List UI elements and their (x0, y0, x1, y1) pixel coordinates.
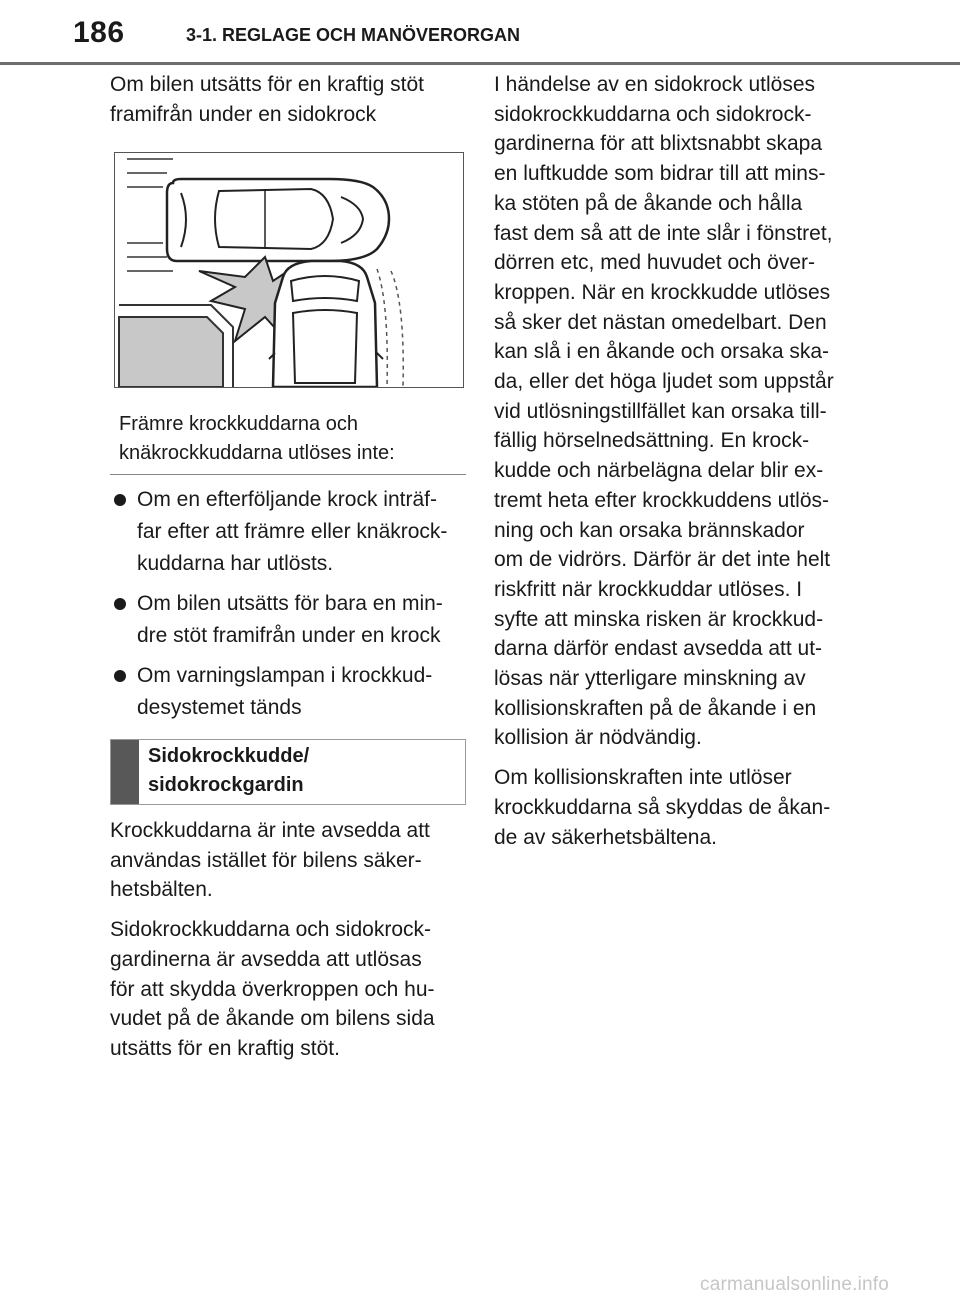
paragraph-line: I händelse av en sidokrock utlöses (494, 73, 816, 96)
intro-line: framifrån under en sidokrock (110, 102, 377, 126)
paragraph-line: gardinerna för att blixtsnabbt skapa (494, 132, 823, 156)
right-column (494, 70, 850, 852)
paragraph-line: kudde och närbelägna delar blir ex- (494, 459, 824, 483)
paragraph-line: kroppen. När en krockkudde utlöses (494, 280, 831, 304)
side-collision-illustration (114, 152, 464, 388)
paragraph-line: så sker det nästan omedelbart. Den (494, 310, 827, 334)
left-column-intro (110, 70, 466, 129)
motion-trace (377, 269, 387, 387)
list-item (110, 588, 466, 652)
note-line: Främre krockkuddarna och (119, 413, 358, 435)
chapter-title: 3-1. REGLAGE OCH MANÖVERORGAN (186, 25, 521, 45)
paragraph-line: dörren etc, med huvudet och över- (494, 251, 816, 275)
paragraph-line: de av säkerhetsbältena. (494, 825, 717, 849)
list-item-line: dre stöt framifrån under en krock (137, 624, 441, 647)
list-item (110, 660, 466, 724)
list-item-line: Om bilen utsätts för bara en min- (137, 592, 443, 615)
list-item-line: Om en efterföljande krock inträf- (137, 488, 437, 511)
list-item-line: far efter att främre eller knäkrock- (137, 520, 448, 543)
paragraph-line: Krockkuddarna är inte avsedda att (110, 819, 430, 842)
paragraph-line: kan slå i en åkande och orsaka ska- (494, 340, 830, 364)
list-item-line: Om varningslampan i krockkud- (137, 664, 433, 687)
paragraph-line: kollision är nödvändig. (494, 726, 702, 750)
section-bar (111, 740, 139, 804)
paragraph-line: riskfritt när krockkuddar utlöses. I (494, 577, 803, 601)
paragraph-line: tremt heta efter krockkuddens utlös- (494, 488, 829, 512)
list-item (110, 484, 466, 580)
watermark: carmanualsonline.info (700, 1274, 890, 1295)
paragraph-line: Sidokrockkuddarna och sidokrock- (110, 918, 431, 942)
paragraph-line: användas istället för bilens säker- (110, 848, 422, 872)
motion-trace (391, 271, 403, 387)
note-line: knäkrockkuddarna utlöses inte: (119, 442, 395, 464)
paragraph-line: för att skydda överkroppen och hu- (110, 977, 435, 1001)
paragraph-line: ning och kan orsaka brännskador (494, 518, 805, 542)
list-item-line: desystemet tänds (137, 696, 302, 719)
section-title (148, 742, 448, 800)
list-item-line: kuddarna har utlösts. (137, 552, 334, 575)
paragraph-line: sidokrockkuddarna och sidokrock- (494, 102, 812, 126)
section-title-line: Sidokrockkudde/ (148, 745, 310, 767)
paragraph-line: Om kollisionskraften inte utlöser (494, 766, 792, 790)
section-title-line: sidokrockgardin (148, 774, 304, 796)
paragraph-line: ka stöten på de åkande och hålla (494, 191, 803, 215)
paragraph-line: da, eller det höga ljudet som uppstår (494, 370, 834, 394)
building-block (119, 317, 223, 387)
collision-svg (115, 153, 463, 387)
paragraph-line: kollisionskraften på de åkande i en (494, 696, 817, 720)
note-rule (110, 474, 466, 475)
page-header (0, 0, 960, 66)
paragraph-line: vudet på de åkande om bilens sida (110, 1007, 435, 1031)
paragraph-line: darna därför endast avsedda att ut- (494, 637, 823, 661)
paragraph-line: utsätts för en kraftig stöt. (110, 1036, 340, 1060)
paragraph-line: syfte att minska risken är krockkud- (494, 607, 824, 631)
paragraph-line: fällig hörselnedsättning. En krock- (494, 429, 810, 453)
paragraph-line: krockkuddarna så skyddas de åkan- (494, 795, 831, 819)
header-rule (0, 62, 960, 65)
paragraph-line: fast dem så att de inte slår i fönstret, (494, 221, 833, 245)
paragraph-line: hetsbälten. (110, 878, 213, 902)
bullet-list (110, 484, 466, 732)
paragraph-line: gardinerna är avsedda att utlösas (110, 947, 422, 971)
note-text (119, 410, 466, 468)
car-vertical (269, 261, 383, 387)
note-box (110, 402, 466, 468)
paragraph-line: vid utlösningstillfället kan orsaka till- (494, 399, 827, 423)
section-heading-box (110, 739, 466, 805)
left-column-body (110, 816, 466, 1064)
intro-line: Om bilen utsätts för en kraftig stöt (110, 73, 424, 96)
paragraph-line: lösas när ytterligare minskning av (494, 667, 806, 691)
paragraph-line: en luftkudde som bidrar till att mins- (494, 162, 826, 186)
page-number: 186 (73, 16, 125, 49)
car-horizontal (167, 179, 389, 261)
paragraph-line: om de vidrörs. Därför är det inte helt (494, 548, 831, 572)
